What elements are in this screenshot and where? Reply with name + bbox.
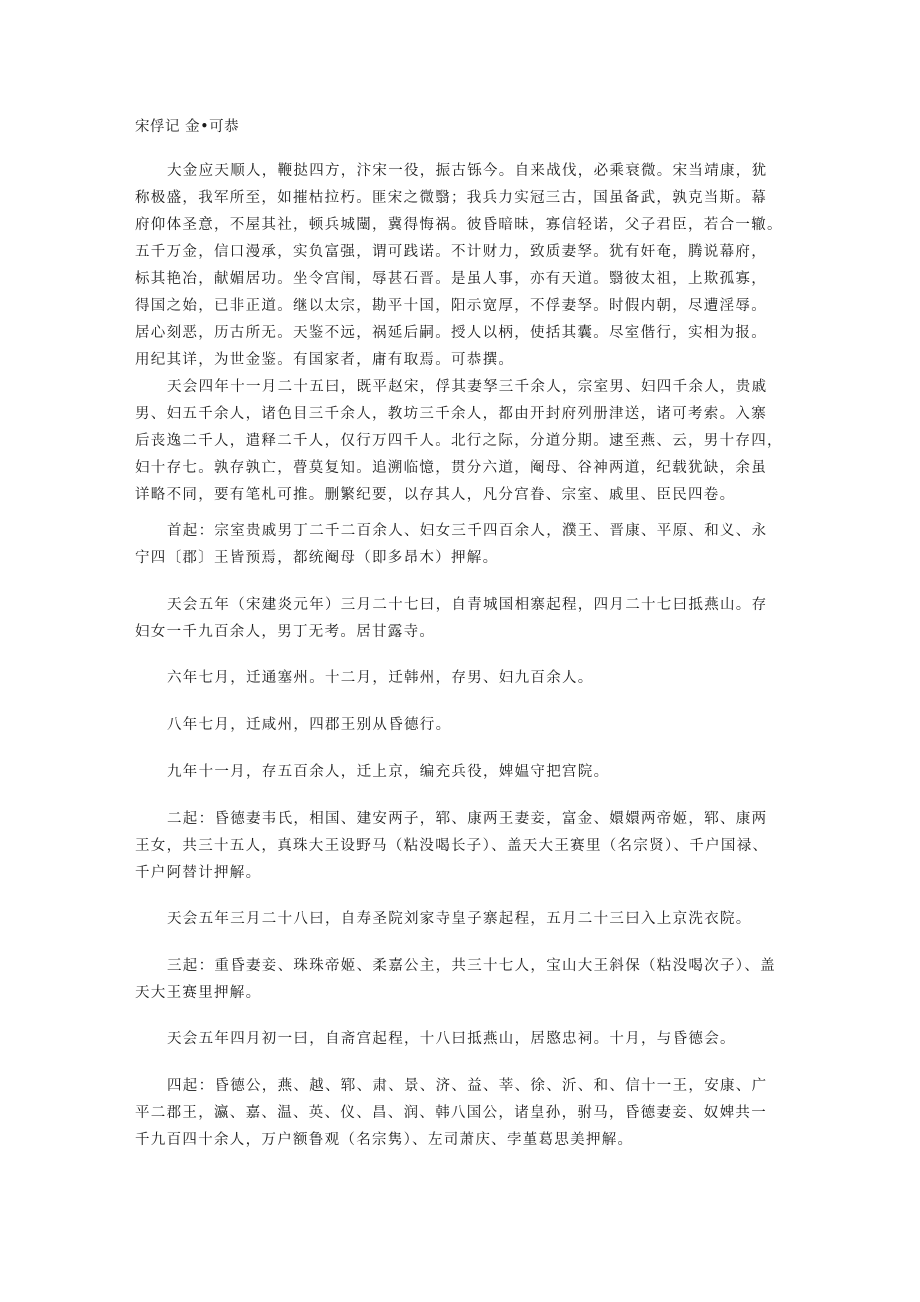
text-line: 天会四年十一月二十五曰，既平赵宋，俘其妻孥三千余人，宗室男、妇四千余人，贵戚: [167, 379, 768, 395]
paragraph-year-six: [135, 665, 785, 692]
paragraph-first-group-route: [135, 592, 785, 646]
text-line: 后丧逸二千人，遣释二千人，仅行万四千人。北行之际，分道分期。逮至燕、云，男十存四，: [135, 433, 783, 449]
text-line: 天会五年四月初一曰，自斋宫起程，十八曰抵燕山，居愍忠祠。十月，与昏德会。: [167, 1031, 736, 1047]
text-line: 得国之始，已非正道。继以太宗，勘平十国，阳示宽厚，不俘妻孥。时假内朝，尽遭淫辱。: [135, 298, 767, 314]
text-line: 首起：宗室贵戚男丁二千二百余人、妇女三千四百余人，濮王、晋康、平原、和义、永: [167, 523, 768, 539]
text-line: 用纪其详，为世金鉴。有国家者，庸有取焉。可恭撰。: [135, 352, 515, 368]
paragraph-first-group: [135, 518, 785, 572]
text-line: 三起：重昏妻妾、珠珠帝姬、柔嘉公主，共三十七人，宝山大王斜保（粘没喝次子）、盖: [167, 958, 776, 974]
text-line: 千户阿替计押解。: [135, 865, 262, 881]
paragraph-fourth-group: [135, 1073, 785, 1154]
paragraph-overview: [135, 374, 785, 509]
text-line: 称极盛，我军所至，如摧枯拉朽。匪宋之微翳；我兵力实冠三古，国虽备武，孰克当斯。幕: [135, 190, 767, 206]
text-line: 四起：昏德公，燕、越、郓、肃、景、济、益、莘、徐、沂、和、信十一王，安康、广: [167, 1078, 768, 1094]
text-line: 大金应天顺人，鞭挞四方，汴宋一役，振古铄今。自来战伐，必乘衰微。宋当靖康，犹: [167, 163, 768, 179]
text-line: 府仰体圣意，不屋其社，顿兵城闉，冀得悔祸。彼昏暗昧，寡信轻诺，父子君臣，若合一辙。: [135, 217, 783, 233]
document-title: 宋俘记 金•可恭: [135, 119, 240, 135]
paragraph-second-group-route: [135, 906, 785, 933]
text-line: 二起：昏德妻韦氏，相国、建安两子，郓、康两王妻妾，富金、嬛嬛两帝姬，郓、康两: [167, 811, 768, 827]
text-line: 妇十存七。孰存孰亡，瞢莫复知。追溯临憶，贯分六道，阉母、谷神两道，纪载犹缺，余虽: [135, 460, 767, 476]
text-line: 标其艳冶，献媚居功。坐令宫闱，辱甚石晋。是虽人事，亦有天道。翳彼太祖，上欺孤寡，: [135, 271, 767, 287]
paragraph-second-group: [135, 806, 785, 887]
text-line: 八年七月，迁咸州，四郡王别从昏德行。: [167, 717, 452, 733]
text-line: 妇女一千九百余人，男丁无考。居甘露寺。: [135, 624, 436, 640]
text-line: 天会五年三月二十八曰，自寿圣院刘家寺皇子寨起程，五月二十三曰入上京洗衣院。: [167, 911, 752, 927]
text-line: 平二郡王，瀛、嘉、温、英、仪、昌、润、韩八国公，诸皇孙，驸马，昏德妻妾、奴婢共一: [135, 1105, 767, 1121]
paragraph-third-group: [135, 953, 785, 1007]
text-line: 九年十一月，存五百余人，迁上京，编充兵役，婢媪守把宫院。: [167, 764, 610, 780]
text-line: 五千万金，信口漫承，实负富强，谓可践诺。不计财力，致质妻孥。犹有奸奄，腾说幕府，: [135, 244, 767, 260]
paragraph-year-eight: [135, 712, 785, 739]
text-line: 千九百四十余人，万户额鲁观（名宗隽）、左司萧庆、孛堇葛思美押解。: [135, 1132, 634, 1148]
text-line: 天会五年（宋建炎元年）三月二十七曰，自青城国相寨起程，四月二十七曰抵燕山。存: [167, 597, 768, 613]
paragraph-third-group-route: [135, 1026, 785, 1053]
paragraph-year-nine: [135, 759, 785, 786]
text-line: 男、妇五千余人，诸色目三千余人，教坊三千余人，都由开封府列册津送，诸可考索。入寨: [135, 406, 767, 422]
text-line: 六年七月，迁通塞州。十二月，迁韩州，存男、妇九百余人。: [167, 670, 594, 686]
text-line: 宁四〔郡〕王皆预焉，都统阉母（即多昂木）押解。: [135, 550, 499, 566]
text-line: 详略不同，要有笔札可推。删繁纪要，以存其人，凡分宫眷、宗室、戚里、臣民四卷。: [135, 487, 736, 503]
paragraph-preface: [135, 158, 785, 374]
text-line: 王女，共三十五人，真珠大王设野马（粘没喝长子）、盖天大王赛里（名宗贤）、千户国禄、: [135, 838, 769, 854]
text-line: 居心刻恶，历古所无。天鉴不远，祸延后嗣。授人以柄，使括其囊。尽室偕行，实相为报。: [135, 325, 767, 341]
text-line: 天大王赛里押解。: [135, 985, 262, 1001]
